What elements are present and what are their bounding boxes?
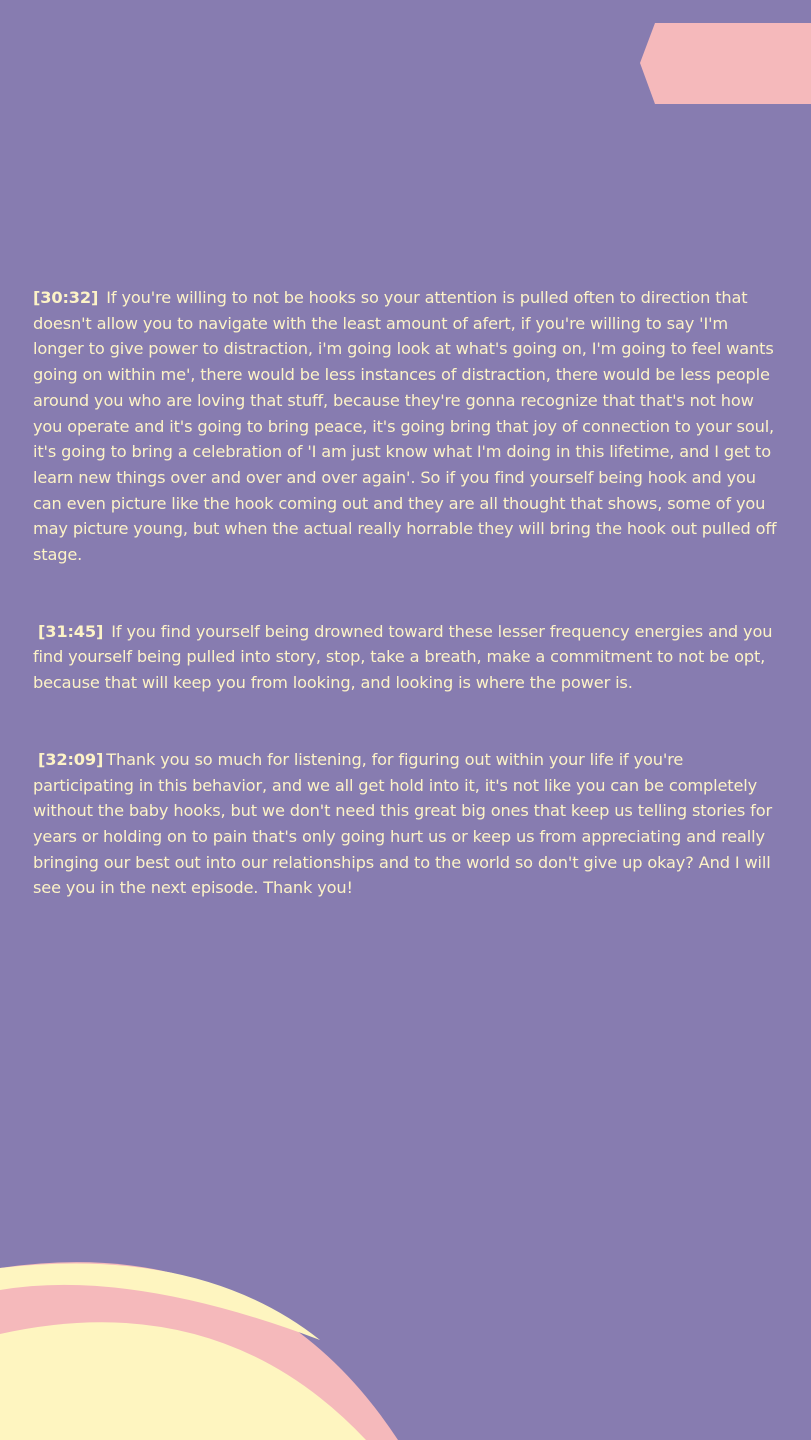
segment-text: Thank you so much for listening, for figuring out within your life if you're participating in this behavior, and we all get hold into it, it's not like you can be completely without the baby hooks, but we don't need this great big ones that keep us telling stories for years or holding on to pain that's only going hurt us or keep us from appreciating and really bringing our best out into our relationships and to the world so don't give up okay? And I will see you in the next episode. Thank you! — [33, 749, 772, 898]
transcript-segment-2 — [33, 619, 778, 696]
timestamp: [32:09] — [38, 749, 104, 769]
pink-tab-shape — [640, 23, 811, 104]
timestamp: [31:45] — [38, 621, 104, 641]
transcript-body — [33, 285, 778, 952]
segment-text: If you find yourself being drowned toward these lesser frequency energies and you find yourself being pulled into story, stop, take a breath, make a commitment to not be opt, because that will keep you from looking, and looking is where the power is. — [33, 621, 773, 693]
bottom-arc-decoration — [0, 1262, 398, 1440]
timestamp: [30:32] — [33, 288, 99, 307]
segment-text: If you're willing to not be hooks so your attention is pulled often to direction that doesn't allow you to navigate with the least amount of afert, if you're willing to say 'I'm longer to give power to distraction, i'm going look at what's going on, I'm going to feel wants going on within me', there would be less instances of distraction, there would be less people around you who are loving that stuff, because they're gonna recognize that that's not how you operate and it's going to bring peace, it's going bring that joy of connection to your soul, it's going to bring a celebration of 'I am just know what I'm doing in this lifetime, and I get to learn new things over and over and over again'. So if you find yourself being hook and you can even picture like the hook coming out and they are all thought that shows, some of you may picture young, but when the actual really horrable they will bring the hook out pulled off stage. — [33, 288, 777, 565]
transcript-segment-1 — [33, 285, 778, 568]
transcript-segment-3 — [33, 747, 778, 901]
